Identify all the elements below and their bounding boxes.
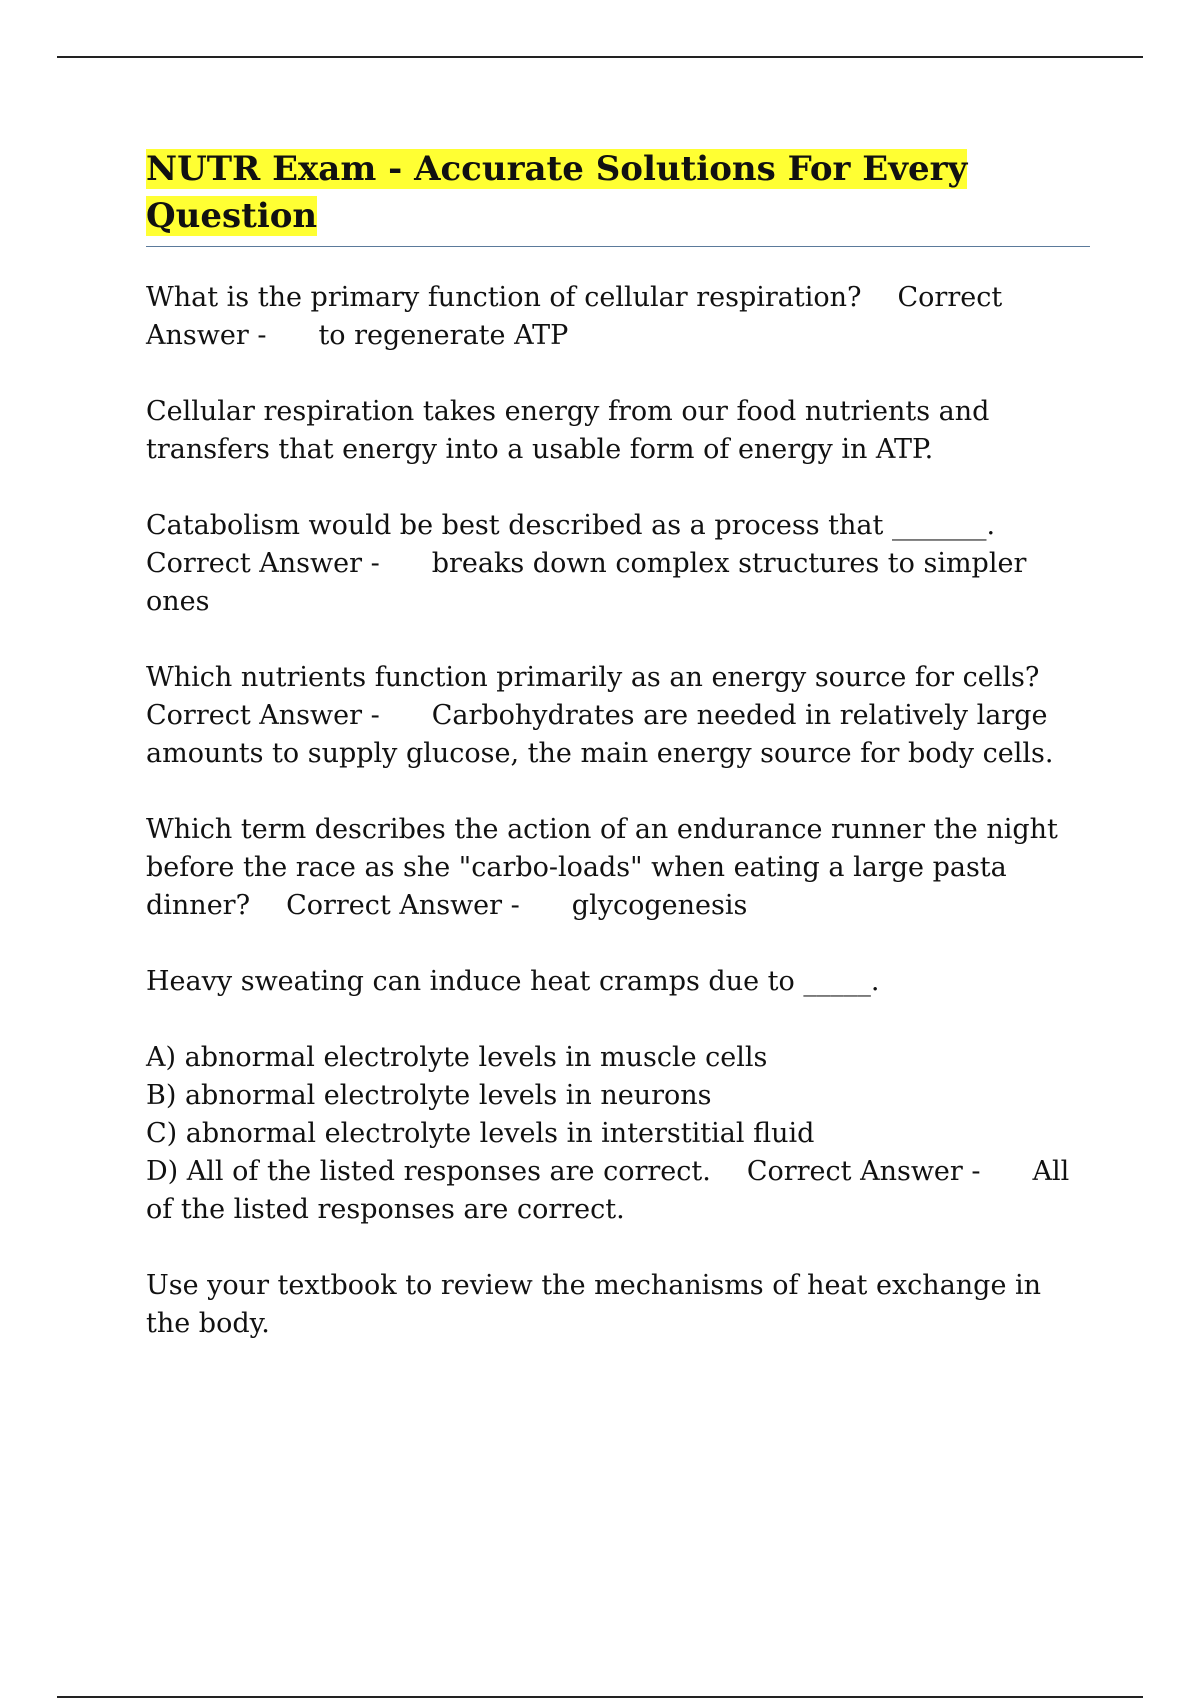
answer-label: Correct Answer - [746,1156,981,1187]
footer-rule [57,1696,1143,1698]
header-rule [57,56,1143,58]
answer-label: Correct Answer - [286,890,520,921]
document-body [146,146,1090,1343]
question-block-3 [146,659,1090,773]
answer-label: Correct Answer - [146,282,1011,351]
explanation-note-2: Use your textbook to review the mechanisms of heat exchange in the body. [146,1270,1050,1339]
question-block-5: Heavy sweating can induce heat cramps due to _____. [146,966,880,997]
option-b: B) abnormal electrolyte levels in neurons [146,1080,712,1111]
question-text: Which term describes the action of an endurance runner the night before the race as she "carbo-loads" when eating a large pasta dinner? [146,814,1067,921]
question-text: Catabolism would be best described as a process that _______. [146,510,996,541]
explanation-note-1: Cellular respiration takes energy from our food nutrients and transfers that energy into a usable form of energy in ATP. [146,396,999,465]
option-c: C) abnormal electrolyte levels in interstitial fluid [146,1118,815,1149]
question-block-2 [146,507,1090,621]
answer-label: Correct Answer - [146,548,380,579]
title-highlight: NUTR Exam - Accurate Solutions For Every Question [146,149,968,236]
page-title [146,146,1090,247]
answer-options [146,1039,1090,1229]
answer-text: breaks down complex structures to simpler ones [146,548,1035,617]
answer-label: Correct Answer - [146,700,380,731]
question-text: What is the primary function of cellular respiration? [146,282,862,313]
option-a: A) abnormal electrolyte levels in muscle cells [146,1042,768,1073]
question-text: Which nutrients function primarily as an energy source for cells? [146,662,1040,693]
answer-text: glycogenesis [571,890,748,921]
answer-text: Carbohydrates are needed in relatively large amounts to supply glucose, the main energy source for body cells. [146,700,1057,769]
option-d-with-answer [146,1153,1090,1229]
answer-text: to regenerate ATP [318,320,569,351]
question-block-4 [146,811,1090,925]
option-d: D) All of the listed responses are correct. [146,1156,711,1187]
answer-text: All of the listed responses are correct. [146,1156,1078,1225]
question-block-1 [146,279,1090,355]
